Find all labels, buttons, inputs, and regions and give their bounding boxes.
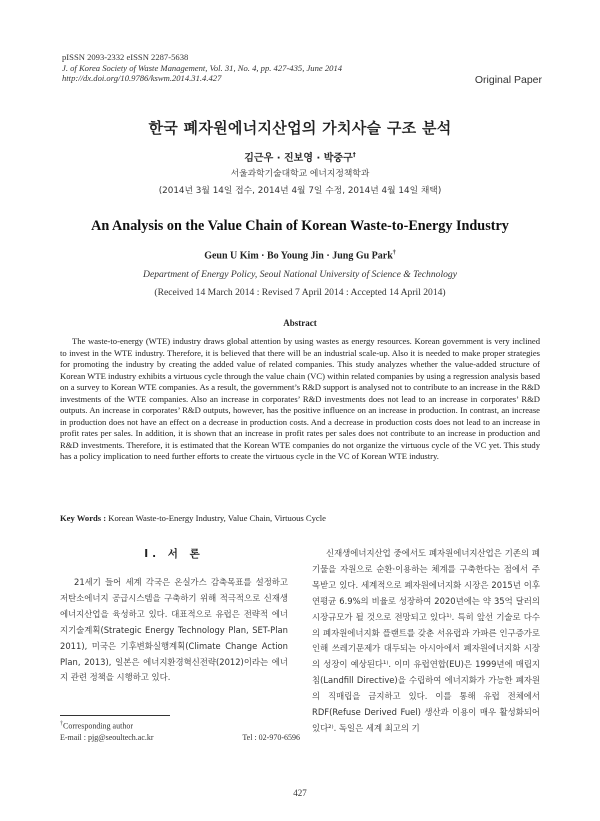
paper-type-label: Original Paper — [474, 74, 542, 86]
english-authors — [0, 250, 600, 261]
issn-line: pISSN 2093-2332 eISSN 2287-5638 — [62, 52, 189, 62]
footnote — [60, 719, 300, 743]
footnote-mark: † — [60, 721, 63, 727]
english-dates: (Received 14 March 2014 : Revised 7 April 2014 : Accepted 14 April 2014) — [154, 287, 446, 298]
journal-citation: J. of Korea Society of Waste Management, Vol. 31, No. 4, pp. 427-435, June 2014 — [62, 62, 343, 73]
footnote-email: E-mail : pjg@seoultech.ac.kr — [60, 732, 154, 742]
corresponding-mark: † — [392, 250, 396, 256]
keywords-label: Key Words : — [60, 513, 107, 523]
journal-header — [62, 52, 542, 84]
korean-title: 한국 폐자원에너지산업의 가치사슬 구조 분석 — [148, 119, 452, 137]
intro-paragraph-right: 신재생에너지산업 중에서도 폐자원에너지산업은 기존의 폐기물을 자원으로 순환·이용하는 체계를 구축한다는 점에서 주목받고 있다. 세계적으로 폐자원에너지화 시장은 2015년 이후 연평균 6.9%의 비율로 성장하여 2020년에는 약 35억 달러의 시장규모가 될 것으로 전망되고 있다¹⁾. 특히 앞선 기술로 다수의 폐자원에너지화 플랜트를 갖춘 서유럽과 가파른 인구증가로 인해 쓰레기문제가 대두되는 아시아에서 폐자원에너지화 시장의 성장이 예상된다¹⁾. 이미 유럽연합(EU)은 1999년에 매립지침(Landfill Directive)을 수립하여 에너지화가 가능한 폐자원의 직매립을 금지하고 있다. 이를 통해 유럽 전체에서 RDF(Refuse Derived Fuel) 생산과 이용이 매우 활성화되어 있다²⁾. 독일은 세계 최고의 기 — [312, 548, 540, 733]
english-title: An Analysis on the Value Chain of Korean Waste-to-Energy Industry — [91, 218, 509, 234]
korean-dates: (2014년 3월 14일 접수, 2014년 4월 7일 수정, 2014년 4월 14일 채택) — [158, 186, 442, 196]
corresponding-mark: † — [352, 151, 356, 159]
korean-affiliation: 서울과학기술대학교 에너지정책학과 — [230, 169, 370, 179]
abstract-heading: Abstract — [283, 318, 317, 328]
english-author-names: Geun U Kim · Bo Young Jin · Jung Gu Park — [204, 250, 393, 262]
english-affiliation: Department of Energy Policy, Seoul National University of Science & Technology — [143, 269, 457, 280]
keywords-text: Korean Waste-to-Energy Industry, Value Chain, Virtuous Cycle — [106, 513, 326, 523]
abstract-text: The waste-to-energy (WTE) industry draws global attention by using wastes as energy resources. Korean government is very inclined to invest in the WTE industry. Therefore, it is believed that there will be an industrial scale-up. Also it is needed to make proper strategies for promoting the industry by creating the added value of related companies. This study analyzes whether the value-added structure of Korean WTE industry exhibits a virtuous cycle through the value chain (VC) within related companies by using a regression analysis based on a survey to Korean WTE companies. As a result, the government’s R&D support is analysed not to contribute to an increase in the R&D investments of the WTE companies. Also an increase in corporates’ R&D investments does not lead to an increase in corporates’ R&D outputs. An increase in corporates’ R&D outputs, however, has the positive influence on an increase in production. In contrast, an increase in production does not have an effect on a decrease in production costs. And a decrease in production costs does not lead to an increase in profit rates per sales. In addition, it is shown that an increase in profit rates per sales does not contribute to an increase in production and R&D investments. Therefore, it is estimated that the Korean WTE companies do not organize the virtuous cycle of the VC yet. This study has a policy implication to need further efforts to create the virtuous cycle in the VC of Korean WTE industry. — [60, 336, 541, 462]
footnote-tel: Tel : 02-970-6596 — [242, 732, 300, 742]
korean-author-names: 김근우 · 진보영 · 박중구 — [244, 153, 353, 164]
section-title-introduction: I. 서 론 — [144, 548, 204, 560]
left-column — [60, 546, 288, 686]
intro-paragraph-left: 21세기 들어 세계 각국은 온실가스 감축목표를 설정하고 저탄소에너지 공급시스템을 구축하기 위해 적극적으로 신재생에너지산업을 육성하고 있다. 대표적으로 유럽은 전략적 에너지기술계획(Strategic Energy Technology Plan, SET-Plan 2011), 미국은 기후변화실행계획(Climate Change Action Plan, 2013), 일본은 에너지환경혁신전략(2012)이라는 에너지 관련 정책을 시행하고 있다. — [60, 577, 288, 683]
page-number: 427 — [293, 788, 307, 798]
right-column — [312, 546, 540, 737]
korean-authors — [0, 149, 600, 164]
footnote-label: Corresponding author — [63, 721, 133, 731]
doi-link[interactable]: http://dx.doi.org/10.9786/kswm.2014.31.4.427 — [62, 73, 222, 84]
footnote-divider — [60, 715, 170, 716]
keywords — [60, 513, 540, 523]
